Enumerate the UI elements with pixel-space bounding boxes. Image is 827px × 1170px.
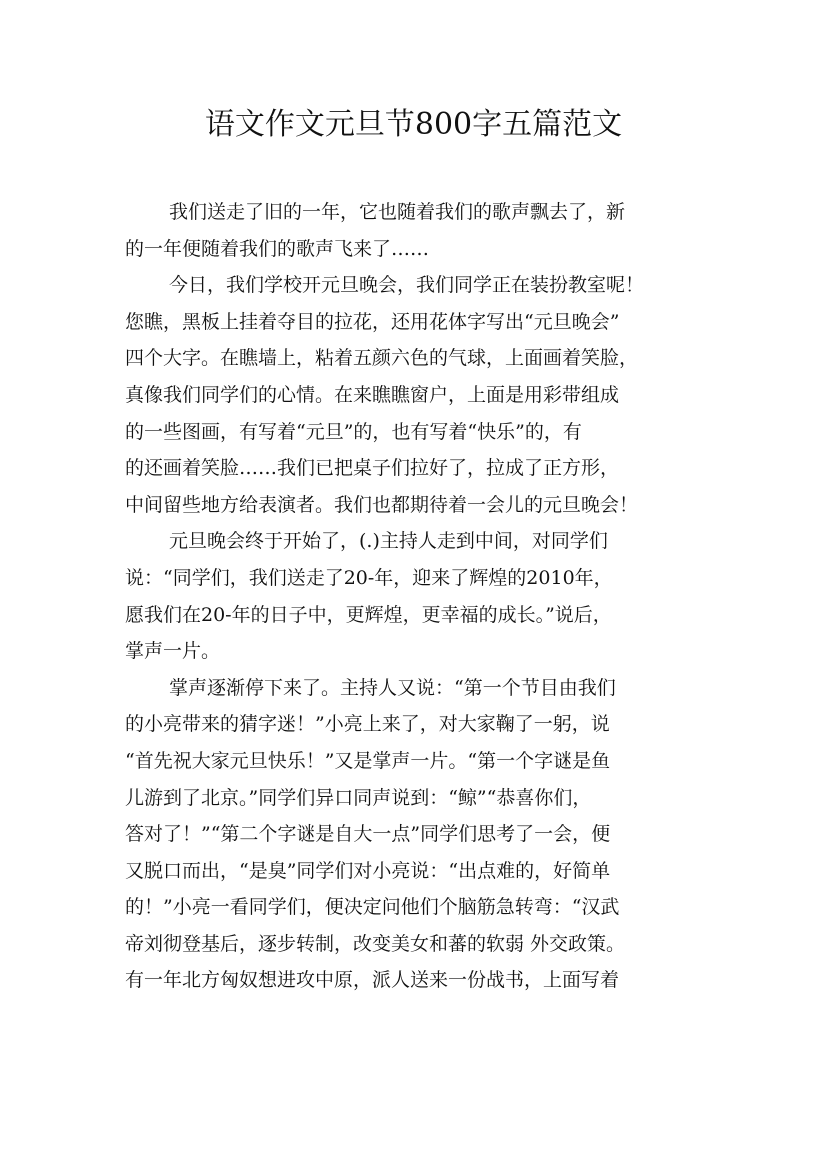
text-line: 今日，我们学校开元旦晚会，我们同学正在装扮教室呢！	[169, 274, 645, 297]
text-line: “首先祝大家元旦快乐！”又是掌声一片。“第一个字谜是鱼	[125, 749, 611, 772]
text-line: 元旦晚会终于开始了，(.)主持人走到中间，对同学们	[169, 530, 608, 553]
text-line: 愿我们在20-年的日子中，更辉煌，更幸福的成长。”说后，	[125, 603, 612, 626]
text-line: 答对了！”“第二个字谜是自大一点”同学们思考了一会，便	[125, 823, 611, 846]
text-line: 真像我们同学们的心情。在来瞧瞧窗户，上面是用彩带组成	[125, 383, 620, 406]
text-line: 有一年北方匈奴想进攻中原，派人送来一份战书，上面写着	[125, 969, 620, 992]
text-line: 掌声逐渐停下来了。主持人又说：“第一个节目由我们	[169, 676, 616, 699]
text-line: 四个大字。在瞧墙上，粘着五颜六色的气球，上面画着笑脸，	[125, 347, 639, 370]
text-line: 的一年便随着我们的歌声飞来了……	[125, 237, 430, 260]
text-line: 说：“同学们，我们送走了20-年，迎来了辉煌的2010年，	[125, 566, 613, 589]
text-line: 帝刘彻登基后，逐步转制，改变美女和蕃的软弱 外交政策。	[125, 932, 626, 955]
text-line: 的！”小亮一看同学们，便决定问他们个脑筋急转弯：“汉武	[125, 896, 620, 919]
text-line: 又脱口而出，“是臭”同学们对小亮说：“出点难的，好简单	[125, 859, 611, 882]
text-line: 儿游到了北京。”同学们异口同声说到：“鲸”“恭喜你们，	[125, 786, 592, 809]
text-line: 中间留些地方给表演者。我们也都期待着一会儿的元旦晚会！	[125, 493, 639, 516]
document-title: 语文作文元旦节800字五篇范文	[204, 107, 623, 142]
text-line: 的还画着笑脸……我们已把桌子们拉好了，拉成了正方形，	[125, 457, 620, 480]
text-line: 的一些图画，有写着“元旦”的，也有写着“快乐”的，有	[125, 420, 582, 443]
document-body	[125, 194, 715, 999]
text-line: 您瞧，黑板上挂着夺目的拉花，还用花体字写出“元旦晚会”	[125, 310, 620, 333]
text-line: 的小亮带来的猜字迷！”小亮上来了，对大家鞠了一躬，说	[125, 713, 610, 736]
text-line: 掌声一片。	[125, 640, 221, 663]
text-line: 我们送走了旧的一年，它也随着我们的歌声飘去了，新	[169, 201, 626, 223]
